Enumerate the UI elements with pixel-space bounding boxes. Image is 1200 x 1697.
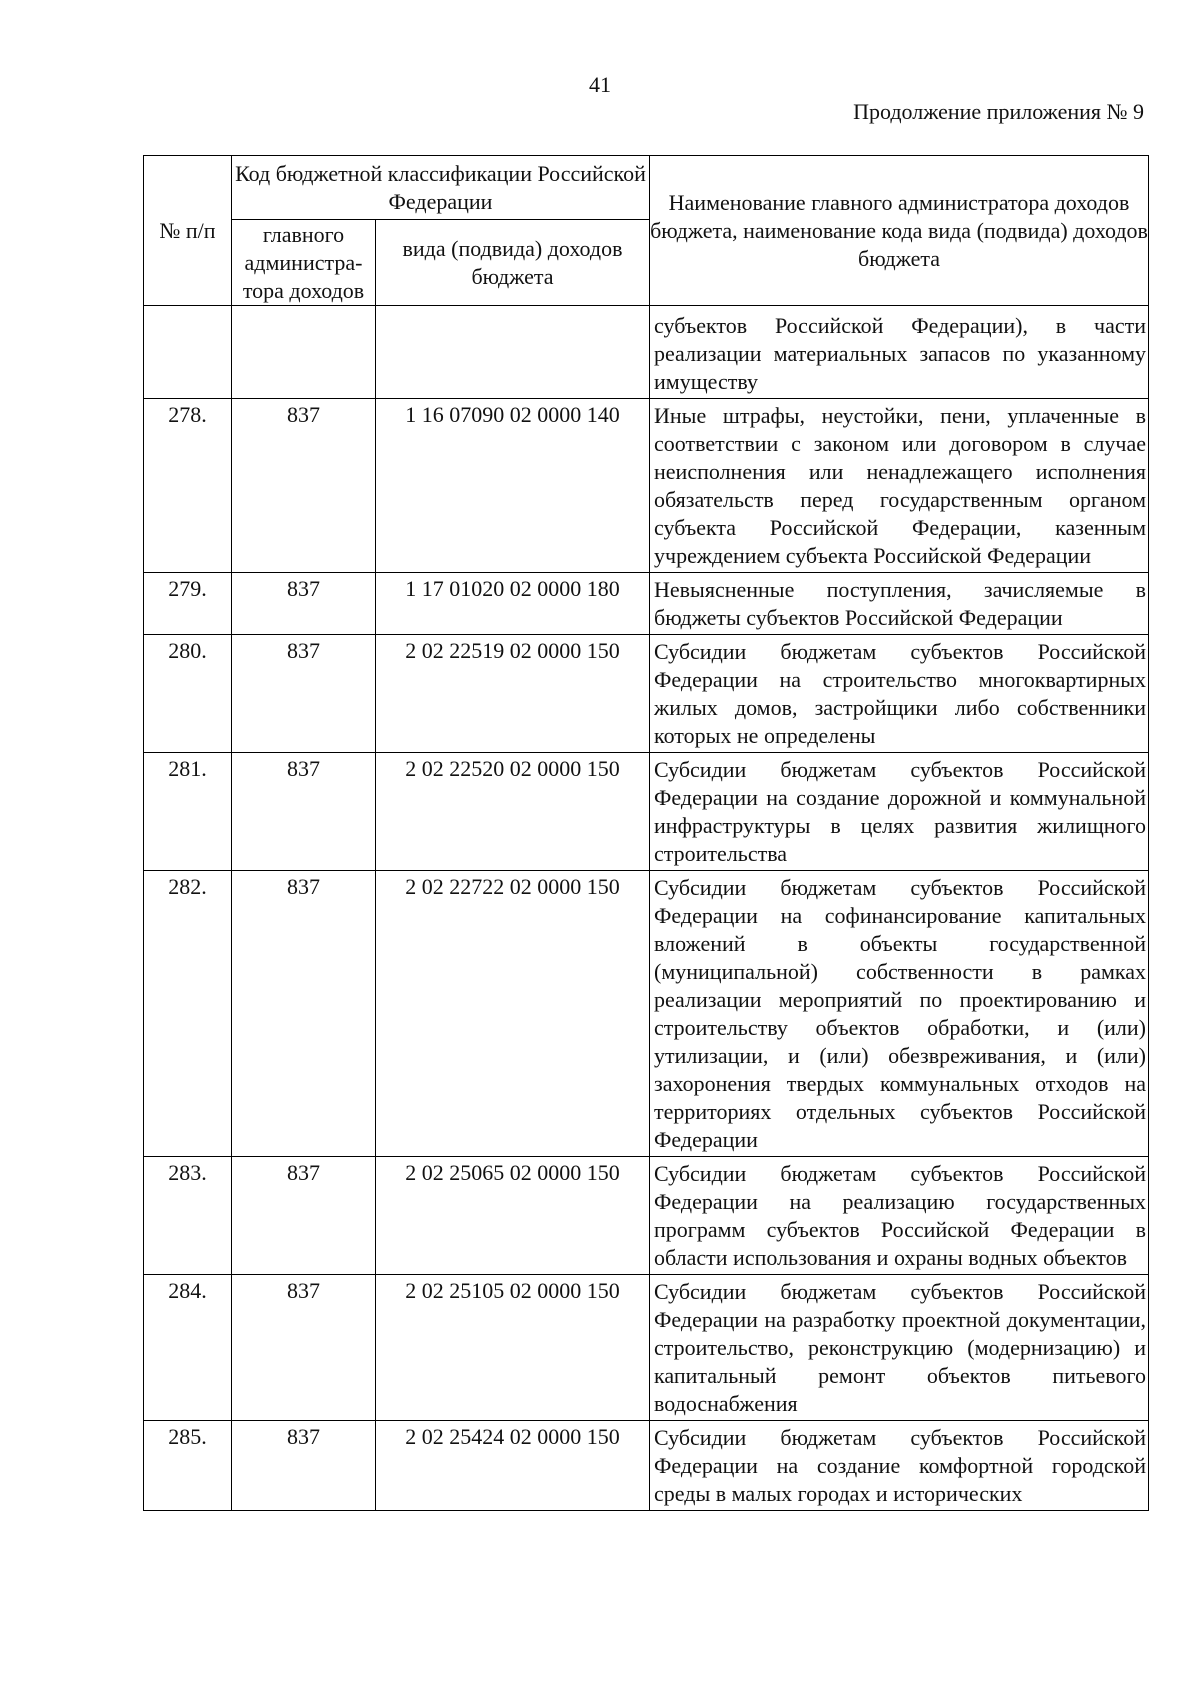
cell-admin: 837 [232, 871, 376, 1157]
cell-admin: 837 [232, 1421, 376, 1511]
cell-code: 2 02 25424 02 0000 150 [376, 1421, 650, 1511]
cell-name: Субсидии бюджетам субъектов Российской Федерации на создание дорожной и коммунальной инфраструктуры в целях развития жилищного строительства [650, 753, 1149, 871]
appendix-subtitle: Продолжение приложения № 9 [853, 99, 1144, 124]
header-code-group: Код бюджетной классификации Российской Федерации [232, 156, 650, 220]
header-admin: главного администра-тора доходов [232, 220, 376, 306]
cell-admin: 837 [232, 635, 376, 753]
table-row [144, 1275, 1149, 1421]
cell-admin [232, 306, 376, 399]
cell-code: 2 02 22520 02 0000 150 [376, 753, 650, 871]
cell-admin: 837 [232, 573, 376, 635]
cell-name: Субсидии бюджетам субъектов Российской Федерации на разработку проектной документации, строительство, реконструкцию (модернизацию) и капитальный ремонт объектов питьевого водоснабжения [650, 1275, 1149, 1421]
table-row [144, 871, 1149, 1157]
cell-code [376, 306, 650, 399]
cell-code: 2 02 22722 02 0000 150 [376, 871, 650, 1157]
table-body [144, 306, 1149, 1511]
cell-name: Субсидии бюджетам субъектов Российской Федерации на софинансирование капитальных вложений в объекты государственной (муниципальной) собственности в рамках реализации мероприятий по проектированию и строительству объектов обработки, и (или) утилизации, и (или) обезвреживания, и (или) захоронения твердых коммунальных отходов на территориях отдельных субъектов Российской Федерации [650, 871, 1149, 1157]
header-name: Наименование главного администратора доходов бюджета, наименование кода вида (подвида) доходов бюджета [650, 156, 1149, 306]
cell-code: 1 17 01020 02 0000 180 [376, 573, 650, 635]
table-row-continuation [144, 306, 1149, 399]
cell-num: 282. [144, 871, 232, 1157]
table-row [144, 1421, 1149, 1511]
table-header [144, 156, 1149, 306]
cell-code: 1 16 07090 02 0000 140 [376, 399, 650, 573]
cell-code: 2 02 25105 02 0000 150 [376, 1275, 650, 1421]
cell-code: 2 02 25065 02 0000 150 [376, 1157, 650, 1275]
cell-num: 279. [144, 573, 232, 635]
page-number: 41 [589, 72, 611, 97]
cell-num: 283. [144, 1157, 232, 1275]
cell-num: 280. [144, 635, 232, 753]
cell-name: Невыясненные поступления, зачисляемые в бюджеты субъектов Российской Федерации [650, 573, 1149, 635]
cell-num: 285. [144, 1421, 232, 1511]
cell-num: 278. [144, 399, 232, 573]
cell-num [144, 306, 232, 399]
revenue-classification-table [143, 155, 1149, 1511]
cell-admin: 837 [232, 753, 376, 871]
cell-admin: 837 [232, 399, 376, 573]
header-num: № п/п [144, 156, 232, 306]
cell-num: 281. [144, 753, 232, 871]
cell-admin: 837 [232, 1157, 376, 1275]
cell-name: Субсидии бюджетам субъектов Российской Федерации на строительство многоквартирных жилых домов, застройщики либо собственники которых не определены [650, 635, 1149, 753]
cell-name: субъектов Российской Федерации), в части реализации материальных запасов по указанному имуществу [650, 306, 1149, 399]
table-row [144, 1157, 1149, 1275]
table-row [144, 753, 1149, 871]
cell-name: Субсидии бюджетам субъектов Российской Федерации на создание комфортной городской среды в малых городах и исторических [650, 1421, 1149, 1511]
cell-admin: 837 [232, 1275, 376, 1421]
cell-name: Иные штрафы, неустойки, пени, уплаченные в соответствии с законом или договором в случае неисполнения или ненадлежащего исполнения обязательств перед государственным органом субъекта Российской Федерации, казенным учреждением субъекта Российской Федерации [650, 399, 1149, 573]
table-row [144, 399, 1149, 573]
table-row [144, 635, 1149, 753]
header-code: вида (подвида) доходов бюджета [376, 220, 650, 306]
cell-num: 284. [144, 1275, 232, 1421]
cell-code: 2 02 22519 02 0000 150 [376, 635, 650, 753]
table-row [144, 573, 1149, 635]
cell-name: Субсидии бюджетам субъектов Российской Федерации на реализацию государственных программ субъектов Российской Федерации в области использования и охраны водных объектов [650, 1157, 1149, 1275]
